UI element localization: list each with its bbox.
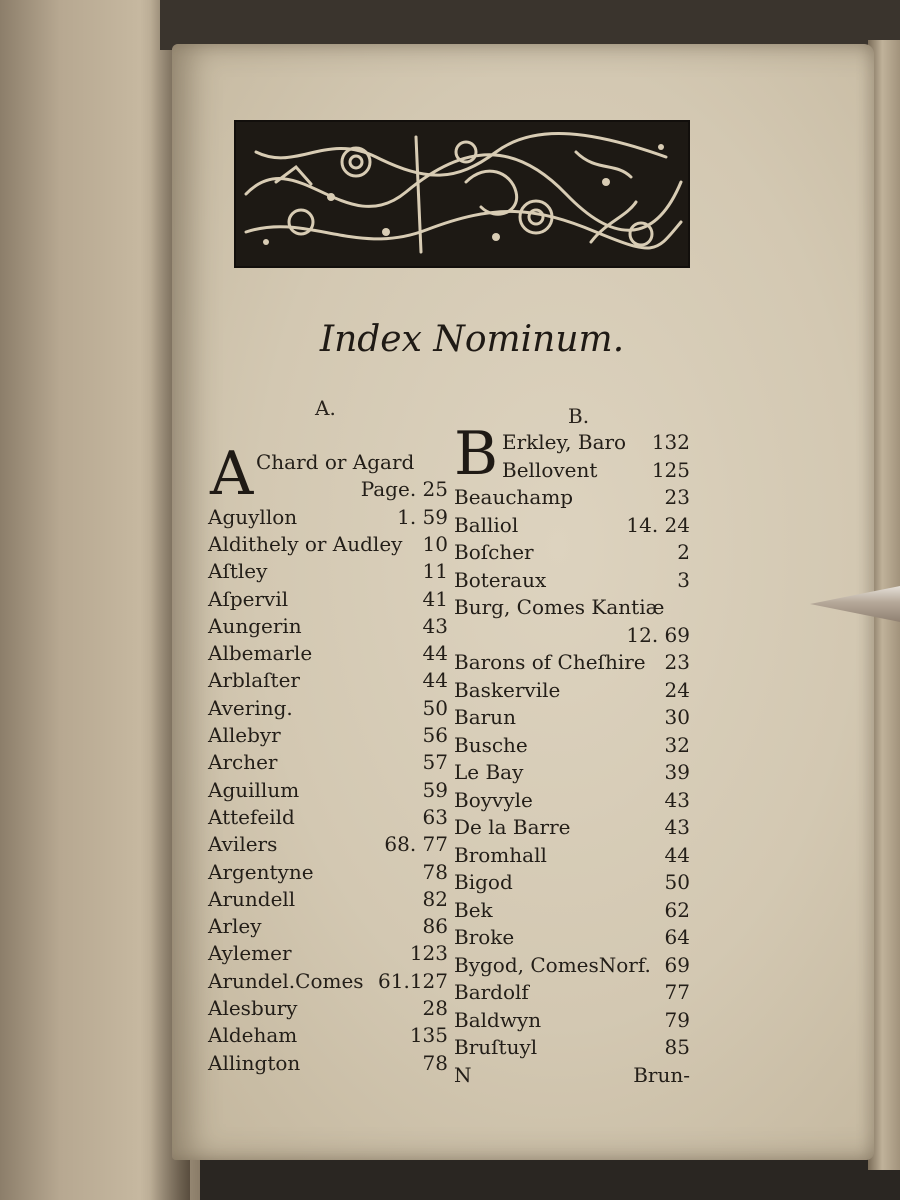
index-entry — [208, 887, 448, 911]
entry-page-number: 59 — [422, 777, 448, 802]
index-entry — [454, 760, 690, 784]
entry-name: Bruſtuyl — [454, 1035, 538, 1059]
entry-name: Allebyr — [208, 723, 281, 747]
entry-page-number: 2 — [677, 540, 690, 564]
index-entry — [454, 623, 690, 647]
entry-name: Boyvyle — [454, 787, 533, 812]
index-entry — [208, 1023, 448, 1047]
entry-page-number: 1. 59 — [397, 504, 448, 529]
entry-page-number: 28 — [422, 996, 448, 1020]
entry-name: Chard or Agard — [256, 450, 415, 474]
entry-name: Baskervile — [454, 677, 561, 702]
entry-page-number: 12. 69 — [626, 622, 690, 647]
entry-page-number: 23 — [664, 650, 690, 674]
index-entry — [208, 1051, 448, 1075]
entry-name: Beauchamp — [454, 485, 574, 509]
entry-name: Arundel.Comes — [208, 968, 364, 993]
entry-name: Avilers — [208, 832, 278, 857]
entry-page-number: 39 — [664, 760, 690, 784]
column-a-heading: A. — [315, 396, 336, 420]
index-entry — [208, 696, 448, 720]
entry-page-number: 43 — [422, 613, 448, 638]
drop-cap-a: A — [210, 439, 254, 509]
entry-name: Barun — [454, 705, 516, 729]
entry-name: Aguillum — [208, 777, 300, 802]
entry-name: Balliol — [454, 512, 519, 537]
index-entry — [208, 532, 448, 556]
entry-page-number: 57 — [422, 750, 448, 775]
index-page — [172, 44, 874, 1160]
entry-page-number: 123 — [409, 941, 448, 966]
index-entry — [454, 815, 690, 839]
entry-page-number: 44 — [664, 842, 690, 867]
index-entry — [208, 614, 448, 638]
column-b-heading: B. — [568, 404, 590, 428]
entry-page-number: 64 — [664, 925, 690, 949]
index-entry — [208, 778, 448, 802]
index-entry — [454, 430, 690, 454]
entry-name: Argentyne — [208, 859, 314, 884]
index-entry — [454, 650, 690, 674]
index-entry — [208, 477, 448, 501]
index-entry — [454, 980, 690, 1004]
entry-name: Aſpervil — [208, 586, 289, 611]
index-entry — [208, 668, 448, 692]
entry-page-number: Brun- — [633, 1062, 690, 1087]
entry-name: Bygod, ComesNorf. — [454, 952, 651, 977]
index-entry — [208, 941, 448, 965]
index-entry — [454, 843, 690, 867]
index-entry — [454, 705, 690, 729]
index-entry — [454, 870, 690, 894]
index-entry — [454, 1008, 690, 1032]
index-entry — [208, 914, 448, 938]
index-entry — [454, 513, 690, 537]
index-entry — [454, 1035, 690, 1059]
entry-name: Allington — [208, 1050, 301, 1075]
entry-page-number: Page. 25 — [360, 477, 448, 502]
index-entry — [208, 996, 448, 1020]
entry-page-number: 11 — [422, 559, 448, 584]
entry-name: Arundell — [208, 886, 296, 911]
index-entry — [454, 925, 690, 949]
index-entry — [454, 733, 690, 757]
entry-name: Le Bay — [454, 760, 524, 784]
index-entry — [208, 860, 448, 884]
index-entry — [208, 641, 448, 665]
entry-page-number: 86 — [422, 914, 448, 939]
entry-page-number: 79 — [664, 1007, 690, 1032]
entry-name: Alesbury — [208, 996, 298, 1020]
entry-name: Archer — [208, 750, 278, 775]
entry-page-number: 50 — [664, 870, 690, 894]
entry-page-number: 135 — [409, 1023, 448, 1048]
background — [160, 0, 900, 50]
entry-name: Arley — [208, 914, 262, 939]
entry-name: Aguyllon — [208, 504, 298, 529]
entry-page-number: 69 — [664, 952, 690, 977]
entry-name: Aylemer — [208, 941, 292, 966]
entry-name: Aungerin — [208, 613, 302, 638]
index-entry — [454, 678, 690, 702]
index-entry — [208, 750, 448, 774]
entry-page-number: 23 — [664, 485, 690, 509]
entry-page-number: 10 — [422, 531, 448, 556]
entry-name: Burg, Comes Kantiæ — [454, 595, 665, 619]
entry-page-number: 77 — [664, 980, 690, 1004]
entry-page-number: 68. 77 — [384, 832, 448, 857]
entry-page-number: 43 — [664, 815, 690, 839]
index-entry — [208, 559, 448, 583]
entry-page-number: 30 — [664, 705, 690, 729]
entry-name: Busche — [454, 732, 528, 757]
entry-page-number: 24 — [664, 677, 690, 702]
entry-page-number: 50 — [422, 695, 448, 720]
index-entry — [454, 953, 690, 977]
entry-name: De la Barre — [454, 815, 571, 839]
entry-name: Boteraux — [454, 567, 547, 592]
entry-name: Avering. — [208, 695, 293, 720]
floral-ornament-icon — [236, 122, 688, 266]
entry-page-number: 56 — [422, 723, 448, 747]
page-title: Index Nominum. — [319, 319, 625, 360]
index-entry — [454, 595, 690, 619]
entry-page-number: 14. 24 — [626, 512, 690, 537]
index-entry — [454, 568, 690, 592]
entry-page-number: 82 — [422, 886, 448, 911]
entry-page-number: 41 — [422, 586, 448, 611]
index-entry — [208, 450, 448, 474]
entry-page-number: 44 — [422, 641, 448, 666]
drop-cap-b: B — [454, 419, 499, 489]
entry-name: Broke — [454, 925, 515, 949]
entry-name: Erkley, Baro — [502, 430, 627, 454]
index-entry — [454, 458, 690, 482]
entry-page-number: 61.127 — [378, 968, 448, 993]
entry-name: Boſcher — [454, 540, 534, 564]
entry-page-number: 85 — [664, 1035, 690, 1059]
index-entry — [208, 587, 448, 611]
index-entry — [208, 969, 448, 993]
entry-name: Aldeham — [208, 1023, 298, 1048]
entry-name: Bellovent — [502, 457, 598, 482]
index-entry — [208, 723, 448, 747]
index-entry — [454, 1063, 690, 1087]
entry-name: Baldwyn — [454, 1007, 542, 1032]
entry-page-number: 132 — [651, 430, 690, 454]
index-entry — [454, 485, 690, 509]
entry-name: N — [454, 1062, 472, 1087]
entry-name: Aſtley — [208, 559, 268, 584]
entry-name: Albemarle — [208, 641, 313, 666]
entry-page-number: 78 — [422, 1050, 448, 1075]
entry-page-number: 43 — [664, 787, 690, 812]
entry-page-number: 44 — [422, 668, 448, 693]
entry-name: Bigod — [454, 870, 513, 894]
entry-page-number: 62 — [664, 897, 690, 922]
entry-page-number: 63 — [422, 804, 448, 829]
index-entry — [454, 788, 690, 812]
entry-page-number: 125 — [651, 457, 690, 482]
entry-name: Bek — [454, 897, 493, 922]
entry-page-number: 32 — [664, 732, 690, 757]
entry-name: Bardolf — [454, 980, 529, 1004]
index-entry — [208, 505, 448, 529]
entry-page-number: 78 — [422, 859, 448, 884]
index-entry — [454, 540, 690, 564]
woodcut-headpiece — [234, 120, 690, 268]
entry-name: Bromhall — [454, 842, 547, 867]
index-entry — [454, 898, 690, 922]
index-entry — [208, 805, 448, 829]
entry-name: Aldithely or Audley — [208, 531, 403, 556]
entry-name: Barons of Cheſhire — [454, 650, 646, 674]
index-entry — [208, 832, 448, 856]
entry-name: Arblaſter — [208, 668, 300, 693]
entry-page-number: 3 — [677, 567, 690, 592]
entry-name: Attefeild — [208, 804, 295, 829]
